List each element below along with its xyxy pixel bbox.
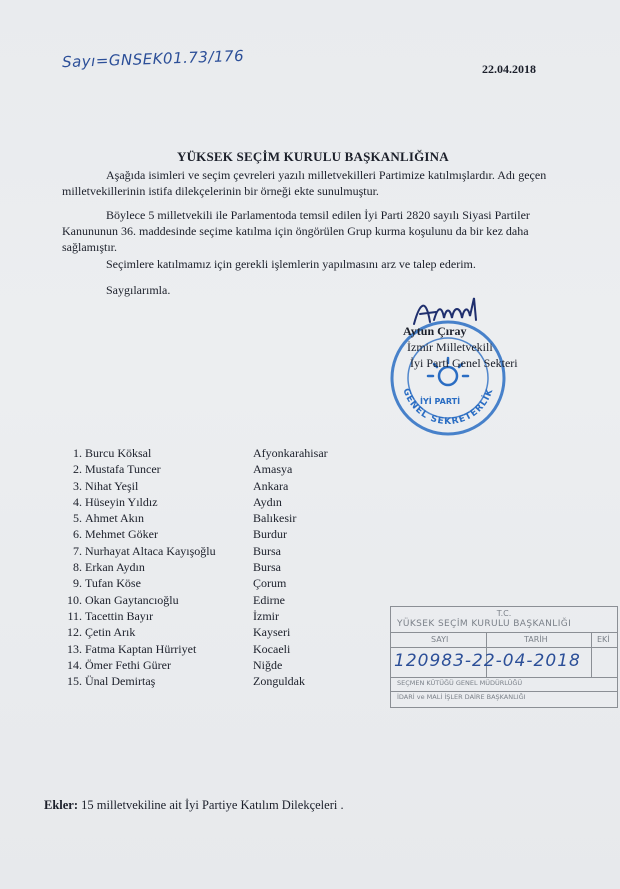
stamp-col-tarih: TARİH xyxy=(524,635,548,644)
stamp-unit-line1: SEÇMEN KÜTÜĞÜ GENEL MÜDÜRLÜĞÜ xyxy=(397,679,523,687)
list-item-name: Fatma Kaptan Hürriyet xyxy=(85,641,197,656)
signatory-title-line2: İyi Parti Genel Sekteri xyxy=(410,356,518,370)
list-item xyxy=(60,642,360,658)
list-item-number: 14. xyxy=(67,657,82,672)
list-item-name: Burcu Köksal xyxy=(85,446,152,460)
list-item xyxy=(60,527,360,543)
list-item-name: Nurhayat Altaca Kayışoğlu xyxy=(85,543,216,558)
list-item-city: Aydın xyxy=(253,494,282,509)
list-item xyxy=(60,446,360,462)
list-item-number: 6. xyxy=(73,527,82,542)
handwritten-reference-number: Sayı=GNSEK01.73/176 xyxy=(61,46,245,72)
list-item xyxy=(60,560,360,576)
receipt-stamp xyxy=(390,606,618,708)
signatory-title-line1: İzmir Milletvekili xyxy=(407,340,493,354)
list-item-number: 1. xyxy=(73,446,82,460)
list-item-name: Hüseyin Yıldız xyxy=(85,494,158,509)
list-item-number: 5. xyxy=(73,511,82,526)
attachments-text: 15 milletvekiline ait İyi Partiye Katılım Dilekçeleri . xyxy=(81,798,344,812)
list-item-name: Ömer Fethi Gürer xyxy=(85,657,171,672)
list-item-city: İzmir xyxy=(253,608,279,623)
list-item-city: Balıkesir xyxy=(253,511,297,526)
list-item-city: Bursa xyxy=(253,543,281,558)
list-item-city: Kocaeli xyxy=(253,641,291,656)
list-item-name: Mustafa Tuncer xyxy=(85,462,161,477)
document-title: YÜKSEK SEÇİM KURULU BAŞKANLIĞINA xyxy=(177,149,449,164)
list-item xyxy=(60,593,360,609)
list-item-number: 4. xyxy=(73,494,82,509)
paragraph-3: Seçimlere katılmamız için gerekli işlemlerin yapılmasını arz ve talep ederim. xyxy=(106,257,476,271)
attachments-label: Ekler: xyxy=(44,798,79,812)
stamp-divider xyxy=(391,647,617,648)
closing-line: Saygılarımla. xyxy=(106,283,171,297)
list-item xyxy=(60,462,360,478)
document-date: 22.04.2018 xyxy=(482,62,536,76)
stamp-divider xyxy=(391,632,617,633)
list-item xyxy=(60,479,360,495)
list-item-city: Ankara xyxy=(253,478,289,493)
list-item xyxy=(60,544,360,560)
seal-party-name: İYİ PARTİ xyxy=(420,397,461,406)
list-item-number: 12. xyxy=(67,625,82,640)
list-item-number: 7. xyxy=(73,543,82,558)
list-item-city: Bursa xyxy=(253,560,281,575)
list-item-number: 8. xyxy=(73,560,82,575)
stamp-col-sayi: SAYI xyxy=(431,635,449,644)
list-item-name: Okan Gaytancıoğlu xyxy=(85,592,179,607)
paragraph-1: Aşağıda isimleri ve seçim çevreleri yazılı milletvekilleri Partimize katılmışlardır. Adı geçen milletvekillerinin istifa dilekçelerinin bir örneği ekte sunulmuştur. xyxy=(62,168,547,198)
attachments-line xyxy=(44,798,344,813)
list-item-number: 13. xyxy=(67,641,82,656)
list-item-name: Mehmet Göker xyxy=(85,527,158,542)
list-item-city: Kayseri xyxy=(253,625,291,640)
list-item-name: Tufan Köse xyxy=(85,576,141,591)
stamp-unit-line2: İDARİ ve MALİ İŞLER DAİRE BAŞKANLIĞI xyxy=(397,693,526,701)
stamp-handwritten-entry: 120983-22-04-2018 xyxy=(394,651,581,671)
list-item-number: 3. xyxy=(73,478,82,493)
svg-text:GENEL SEKRETERLİK xyxy=(400,387,495,427)
list-item-city: Zonguldak xyxy=(253,674,305,689)
list-item-city: Burdur xyxy=(253,527,287,542)
list-item xyxy=(60,674,360,690)
list-item-city: Edirne xyxy=(253,592,285,607)
list-item-name: Çetin Arık xyxy=(85,625,136,640)
list-item xyxy=(60,625,360,641)
list-item-number: 15. xyxy=(67,674,82,689)
stamp-divider xyxy=(591,632,592,677)
list-item-city: Çorum xyxy=(253,576,287,591)
member-list xyxy=(60,446,360,690)
stamp-authority: YÜKSEK SEÇİM KURULU BAŞKANLIĞI xyxy=(397,619,572,629)
list-item-city: Afyonkarahisar xyxy=(253,446,328,460)
list-item-city: Niğde xyxy=(253,657,283,672)
list-item-number: 11. xyxy=(67,608,82,623)
list-item xyxy=(60,658,360,674)
list-item xyxy=(60,576,360,592)
seal-ring-text: GENEL SEKRETERLİK xyxy=(400,387,496,427)
stamp-tc: T.C. xyxy=(496,609,512,618)
list-item-number: 9. xyxy=(73,576,82,591)
stamp-col-eki: EKİ xyxy=(597,635,610,644)
list-item-city: Amasya xyxy=(253,462,293,477)
list-item-name: Tacettin Bayır xyxy=(85,608,154,623)
list-item-number: 10. xyxy=(67,592,82,607)
stamp-divider xyxy=(391,677,617,678)
list-item-name: Nihat Yeşil xyxy=(85,478,139,493)
list-item-name: Ünal Demirtaş xyxy=(85,674,156,689)
list-item xyxy=(60,495,360,511)
list-item-number: 2. xyxy=(73,462,82,477)
list-item xyxy=(60,609,360,625)
signatory-name: Aytun Çıray xyxy=(403,324,467,338)
list-item-name: Ahmet Akın xyxy=(85,511,144,526)
stamp-divider xyxy=(391,691,617,692)
list-item-name: Erkan Aydın xyxy=(85,560,145,575)
list-item xyxy=(60,511,360,527)
paragraph-2: Böylece 5 milletvekili ile Parlamentoda temsil edilen İyi Parti 2820 sayılı Siyasi Partiler Kanununun 36. maddesinde seçime katılma için öngörülen Grup kurma koşulunu da bir kez daha sağlamıştır. xyxy=(62,208,530,254)
